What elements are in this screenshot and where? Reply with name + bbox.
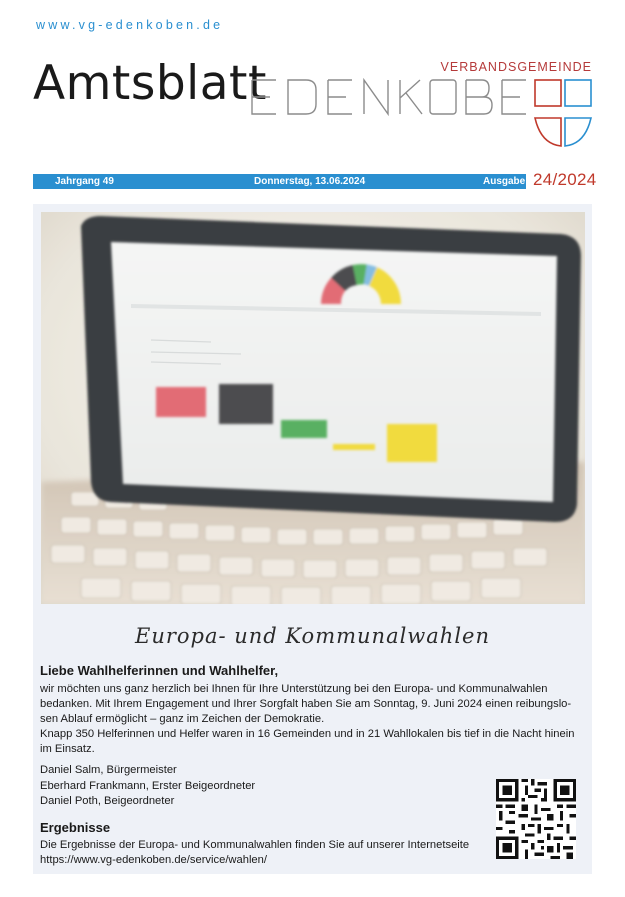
publication-title: Amtsblatt bbox=[33, 56, 267, 111]
signature-line: Eberhard Frankmann, Erster Beigeordneter bbox=[40, 779, 256, 792]
crest-icon bbox=[533, 78, 593, 148]
edition-number: 24/2024 bbox=[533, 170, 597, 189]
paragraph-line: wir möchten uns ganz herzlich bei Ihnen für Ihre Unterstützung bei den Europa- und Kommunalwahlen bbox=[40, 683, 548, 695]
cover-photo bbox=[41, 212, 585, 604]
paragraph-line: sen Ablauf ermöglicht – ganz im Zeichen der Demokratie. bbox=[40, 713, 325, 725]
volume-label: Jahrgang 49 bbox=[55, 176, 114, 187]
issue-date: Donnerstag, 13.06.2024 bbox=[254, 176, 366, 187]
signature-line: Daniel Poth, Beigeordneter bbox=[40, 795, 175, 807]
brand-subtitle: VERBANDSGEMEINDE bbox=[440, 60, 592, 74]
header-url[interactable]: www.vg-edenkoben.de bbox=[36, 18, 224, 32]
results-heading: Ergebnisse bbox=[40, 819, 111, 835]
cover-panel bbox=[33, 204, 592, 874]
paragraph-line: bedanken. Mit Ihrem Engagement und Ihrer Sorgfalt haben Sie am Sonntag, 9. Juni 2024 einen reibungslo- bbox=[40, 698, 572, 710]
edenkoben-wordmark bbox=[250, 78, 535, 116]
qr-code-icon[interactable] bbox=[496, 779, 576, 859]
paragraph-line: im Einsatz. bbox=[40, 743, 95, 755]
results-link[interactable]: https://www.vg-edenkoben.de/service/wahlen/ bbox=[40, 853, 267, 866]
edition-label: Ausgabe bbox=[483, 176, 526, 187]
signature-line: Daniel Salm, Bürgermeister bbox=[40, 764, 177, 776]
article-headline: Europa- und Kommunalwahlen bbox=[134, 624, 490, 648]
article-greeting: Liebe Wahlhelferinnen und Wahlhelfer, bbox=[40, 663, 279, 678]
results-line: Die Ergebnisse der Europa- und Kommunalwahlen finden Sie auf unserer Internetseite bbox=[40, 838, 470, 851]
brand-logo bbox=[250, 78, 535, 116]
paragraph-line: Knapp 350 Helferinnen und Helfer waren in 16 Gemeinden und in 21 Wahllokalen bis tief in die Nacht hinein bbox=[40, 728, 575, 740]
article-paragraph bbox=[40, 682, 585, 757]
info-bar bbox=[33, 174, 526, 189]
